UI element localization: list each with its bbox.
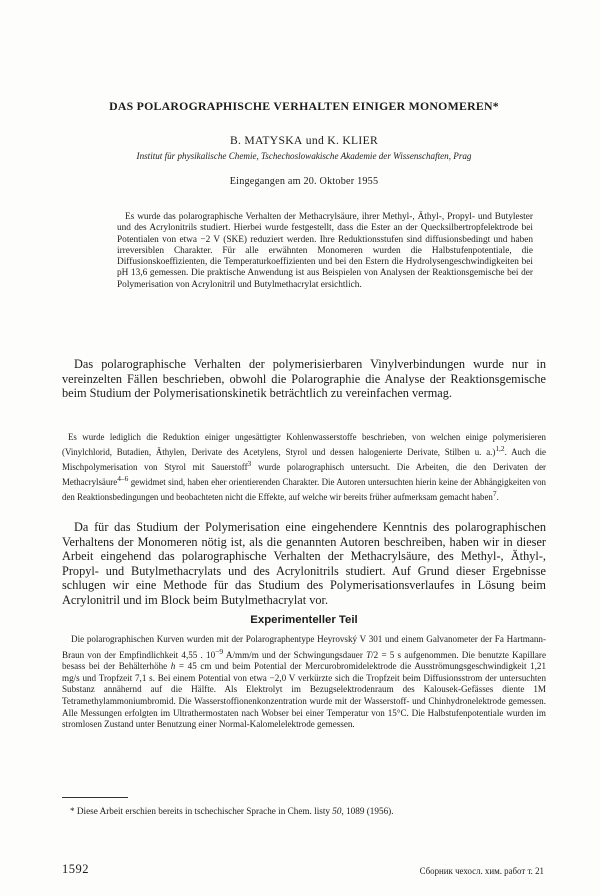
intro-2-text-d: gewidmet sind, haben eher orientierenden Charakter. Die Autoren untersuchten hierin keine der Abhängigkeiten von den Reaktionsbedingungen und beobachteten nicht die Effekte, auf welche wir bereits früher aufmerksam gemacht haben xyxy=(62,477,546,503)
author-2-initial: K. xyxy=(327,134,343,147)
experimental-paragraph xyxy=(62,634,546,731)
exp-text-d: = 45 cm und beim Potential der Mercurobromidelektrode die Ausströmungsgeschwindigkeit 1,21 mg/s und Tropfzeit 7,1 s. Bei einem Potential von etwa −2,0 V verkürzte sich die Tropfzeit beim Diffusionsstrom der untersuchten Substanz annähernd auf die Hälfte. Als Elektrolyt im Bezugselektrodenraum des Kalousek-Gefässes diente 1M Tetramethylammoniumbromid. Die Wasserstoffionenkonzentration wurde mit der Wasserstoff- und Chinhydronelektrode gemessen. Alle Messungen erfolgten im Ultrathermostaten nach Wobser bei einer Temperatur von 15°C. Die Halbstufenpotentiale wurden im stromlosen Zustand unter Benutzung einer Normal-Kalomelelektrode gemessen. xyxy=(62,661,546,730)
author-2-surname-rest: LIER xyxy=(351,134,378,147)
article-title: DAS POLAROGRAPHISCHE VERHALTEN EINIGER MONOMEREN* xyxy=(109,99,499,113)
exp-text-a: Die polarographischen Kurven wurden mit der Polarographentype Heyrovský V 301 und einem Galvanometer der Fa Hartmann-Braun von der Empfindlichkeit 4,55 . 10 xyxy=(62,634,546,660)
received-date: Eingegangen am 20. Oktober 1955 xyxy=(229,176,379,187)
intro-paragraph-3: Da für das Studium der Polymerisation eine eingehendere Kenntnis des polarographischen Verhaltens der Monomeren nötig ist, als die genannten Autoren beschreiben, haben wir in dieser Arbeit eingehend das polarographische Verhalten der Methacrylsäure, des Methyl-, Äthyl-, Propyl- und Butylmethacrylats und des Acrylonitrils studiert. Auf Grund dieser Ergebnisse schlugen wir eine Methode für das Studium des Polymerisationsverlaufes in Lösung beim Acrylonitril und im Block beim Butylmethacrylat vor. xyxy=(62,520,546,607)
exponent: −9 xyxy=(215,646,224,656)
abstract: Es wurde das polarographische Verhalten der Methacrylsäure, ihrer Methyl-, Äthyl-, Propyl- und Butylester und des Acrylonitrils studiert. Hierbei wurde festgestellt, dass die Ester an der Quecksilbertropfelektrode bei Potentialen von etwa −2 V (SKE) reduziert werden. Ihre Reduktionsstufen sind diffusionsbedingt und haben irreversiblen Charakter. Für alle erwähnten Monomeren wurden die Halbstufenpotentiale, die Diffusionskoeffizienten, die Temperaturkoeffizienten und bei den Estern die Hydrolysengeschwindigkeiten bei pH 13,6 gemessen. Die praktische Anwendung ist aus Beispielen von Analysen der Reaktionsgemische bei der Polymerisation von Acrylonitril und Butylmethacrylat ersichtlich. xyxy=(117,212,533,290)
variable-T: T xyxy=(366,649,372,660)
footnote-divider xyxy=(62,797,128,798)
intro-2-text-a: Es wurde lediglich die Reduktion einiger ungesättigter Kohlenwasserstoffe beschrieben, von welchen einige polymerisieren (Vinylchlorid, Butadien, Äthylen, Derivate des Acetylens, Styrol und dessen halogenierte Derivate, Stilben u. a.) xyxy=(62,432,546,458)
footnote-mark: * xyxy=(70,806,77,816)
author-1-surname-rest: ATYSKA xyxy=(255,134,303,147)
citation-ref: 4–6 xyxy=(117,474,129,484)
footnote-volume: 50 xyxy=(332,806,342,816)
footnote xyxy=(62,806,546,816)
footnote-text-b: , 1089 (1956). xyxy=(341,806,394,816)
author-line xyxy=(62,134,546,147)
intro-paragraph-2 xyxy=(62,432,546,503)
section-heading-experimental: Experimenteller Teil xyxy=(250,614,358,626)
intro-2-text-e: . xyxy=(496,492,499,503)
intro-2-text-b: . Auch die Mischpolymerisation von Styrol mit Sauerstoff xyxy=(62,447,546,473)
citation-ref: 1,2 xyxy=(495,444,505,454)
intro-2-text-c: wurde polarographisch untersucht. Die Arbeiten, die den Derivaten der Methacrylsäure xyxy=(62,462,546,488)
author-1-surname-first: M xyxy=(244,134,256,147)
author-1-initial: B. xyxy=(229,134,245,147)
citation-ref: 7 xyxy=(492,489,497,499)
author-joiner: und xyxy=(302,134,328,147)
author-2-surname-first: K xyxy=(342,134,352,147)
journal-running-footer: Сборник чехосл. хим. работ т. 21 xyxy=(419,866,544,876)
footnote-text-a: Diese Arbeit erschien bereits in tschechischer Sprache in Chem. listy xyxy=(76,806,333,816)
intro-paragraph-1: Das polarographische Verhalten der polymerisierbaren Vinylverbindungen wurde nur in vereinzelten Fällen beschrieben, obwohl die Polarographie die Analyse der Reaktionsgemische beim Studium der Polymerisationskinetik beträchtlich zu vereinfachen vermag. xyxy=(62,357,546,401)
exp-text-b: A/mm/m und der Schwingungsdauer xyxy=(223,649,367,660)
variable-h: h xyxy=(170,661,176,672)
citation-ref: 3 xyxy=(247,459,252,469)
exp-text-c: /2 = 5 s aufgenommen. Die benutzte Kapillare besass bei der Behälterhöhe xyxy=(62,649,546,672)
institute-affiliation: Institut für physikalische Chemie, Tschechoslowakische Akademie der Wissenschaften, Prag xyxy=(136,151,472,161)
page-number: 1592 xyxy=(62,862,89,876)
